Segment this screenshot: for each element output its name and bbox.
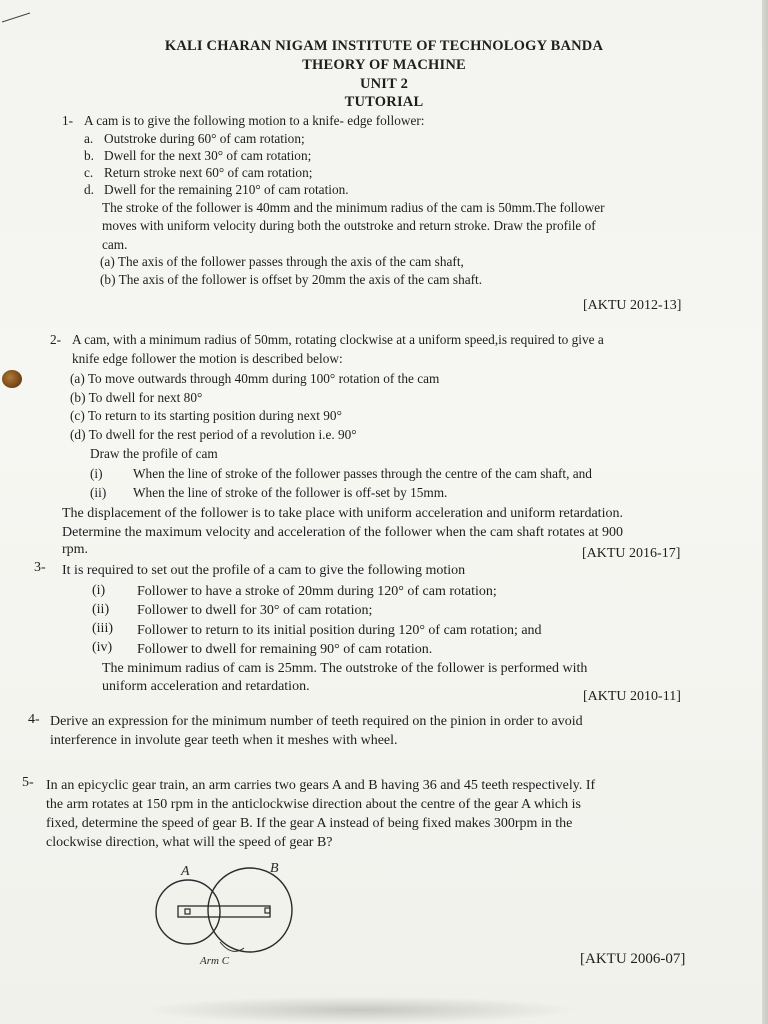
gear-b-label: B <box>270 861 279 876</box>
epicyclic-gear-sketch <box>148 860 318 970</box>
q3-para-line: The minimum radius of cam is 25mm. The outstroke of the follower is performed with <box>102 661 588 676</box>
q3-item-text: Follower to dwell for 30° of cam rotation; <box>137 603 373 618</box>
q1-para-line: cam. <box>102 237 128 252</box>
q2-stem-line: knife edge follower the motion is described below: <box>72 351 343 366</box>
gear-a-label: A <box>181 864 190 879</box>
q3-item-label: (iv) <box>92 640 113 655</box>
q1-stem: A cam is to give the following motion to a knife- edge follower: <box>84 113 425 128</box>
q2-case-label: (ii) <box>90 485 107 500</box>
q1-item-label: c. <box>84 165 94 180</box>
q5-number: 5- <box>22 775 34 790</box>
q4-line: Derive an expression for the minimum number of teeth required on the pinion in order to avoid <box>50 714 583 729</box>
q1-reference: [AKTU 2012-13] <box>583 298 682 313</box>
unit-title: UNIT 2 <box>359 76 409 92</box>
q1-item-label: a. <box>84 131 94 146</box>
q5-reference: [AKTU 2006-07] <box>580 951 686 967</box>
q3-item-label: (iii) <box>92 621 113 636</box>
q2-item: (b) To dwell for next 80° <box>70 390 203 405</box>
q1-item-text: Dwell for the next 30° of cam rotation; <box>104 148 312 163</box>
q1-case: (a) The axis of the follower passes through the axis of the cam shaft, <box>100 254 464 269</box>
q2-case-label: (i) <box>90 466 103 481</box>
q3-item-text: Follower to dwell for remaining 90° of cam rotation. <box>137 642 433 657</box>
institute-name: KALI CHARAN NIGAM INSTITUTE OF TECHNOLOGY BANDA <box>164 38 604 54</box>
q1-number: 1- <box>62 113 74 128</box>
q2-stem-line: A cam, with a minimum radius of 50mm, rotating clockwise at a uniform speed,is required to give a <box>72 332 604 347</box>
q1-case: (b) The axis of the follower is offset by 20mm the axis of the cam shaft. <box>100 272 483 287</box>
q5-line: clockwise direction, what will the speed of gear B? <box>46 835 333 850</box>
q2-item: (a) To move outwards through 40mm during 100° rotation of the cam <box>70 371 440 386</box>
q1-para-line: The stroke of the follower is 40mm and the minimum radius of the cam is 50mm.The follower <box>102 200 605 215</box>
q3-item-label: (ii) <box>92 602 110 617</box>
q1-item-text: Dwell for the remaining 210° of cam rotation. <box>104 182 349 197</box>
q1-item-text: Return stroke next 60° of cam rotation; <box>104 165 313 180</box>
q3-number: 3- <box>34 560 46 575</box>
q4-line: interference in involute gear teeth when it meshes with wheel. <box>50 733 398 748</box>
q1-item-label: b. <box>84 148 94 163</box>
q2-case-text: When the line of stroke of the follower passes through the centre of the cam shaft, and <box>133 466 592 481</box>
q2-number: 2- <box>50 332 62 347</box>
q2-para-line: The displacement of the follower is to take place with uniform acceleration and uniform retardation. <box>62 506 623 521</box>
q2-para-line: Determine the maximum velocity and acceleration of the follower when the cam shaft rotates at 900 <box>62 525 623 540</box>
q5-line: fixed, determine the speed of gear B. If the gear A instead of being fixed makes 300rpm in the <box>46 816 573 831</box>
q1-item-text: Outstroke during 60° of cam rotation; <box>104 131 305 146</box>
q2-item: (d) To dwell for the rest period of a revolution i.e. 90° <box>70 427 357 442</box>
q2-reference: [AKTU 2016-17] <box>582 546 681 561</box>
photo-shadow <box>140 996 580 1024</box>
pen-scratch <box>0 10 40 24</box>
q3-item-text: Follower to have a stroke of 20mm during 120° of cam rotation; <box>137 584 497 599</box>
q2-case-text: When the line of stroke of the follower is off-set by 15mm. <box>133 485 448 500</box>
q2-draw-instruction: Draw the profile of cam <box>90 446 218 461</box>
q3-reference: [AKTU 2010-11] <box>583 689 681 704</box>
hole-punch-mark <box>2 370 22 388</box>
subject-title: THEORY OF MACHINE <box>302 57 466 73</box>
q1-item-label: d. <box>84 182 94 197</box>
q3-stem: It is required to set out the profile of a cam to give the following motion <box>62 563 466 578</box>
q3-item-text: Follower to return to its initial position during 120° of cam rotation; and <box>137 623 542 638</box>
arm-pivot-b <box>265 908 270 913</box>
tutorial-title: TUTORIAL <box>344 94 424 110</box>
q2-para-line: rpm. <box>62 542 89 557</box>
q1-para-line: moves with uniform velocity during both the outstroke and return stroke. Draw the profile of <box>102 218 596 233</box>
q4-number: 4- <box>28 712 40 727</box>
arm-pivot-a <box>185 909 190 914</box>
q5-line: the arm rotates at 150 rpm in the anticlockwise direction about the centre of the gear A which is <box>46 797 581 812</box>
q3-para-line: uniform acceleration and retardation. <box>102 679 310 694</box>
q2-item: (c) To return to its starting position during next 90° <box>70 408 342 423</box>
q5-line: In an epicyclic gear train, an arm carries two gears A and B having 36 and 45 teeth respectively. If <box>46 778 596 793</box>
arm-c-label: Arm C <box>200 955 230 967</box>
gear-a-circle <box>156 880 220 944</box>
arm-c-link <box>178 906 270 917</box>
page-edge <box>762 0 768 1024</box>
q3-item-label: (i) <box>92 583 106 598</box>
